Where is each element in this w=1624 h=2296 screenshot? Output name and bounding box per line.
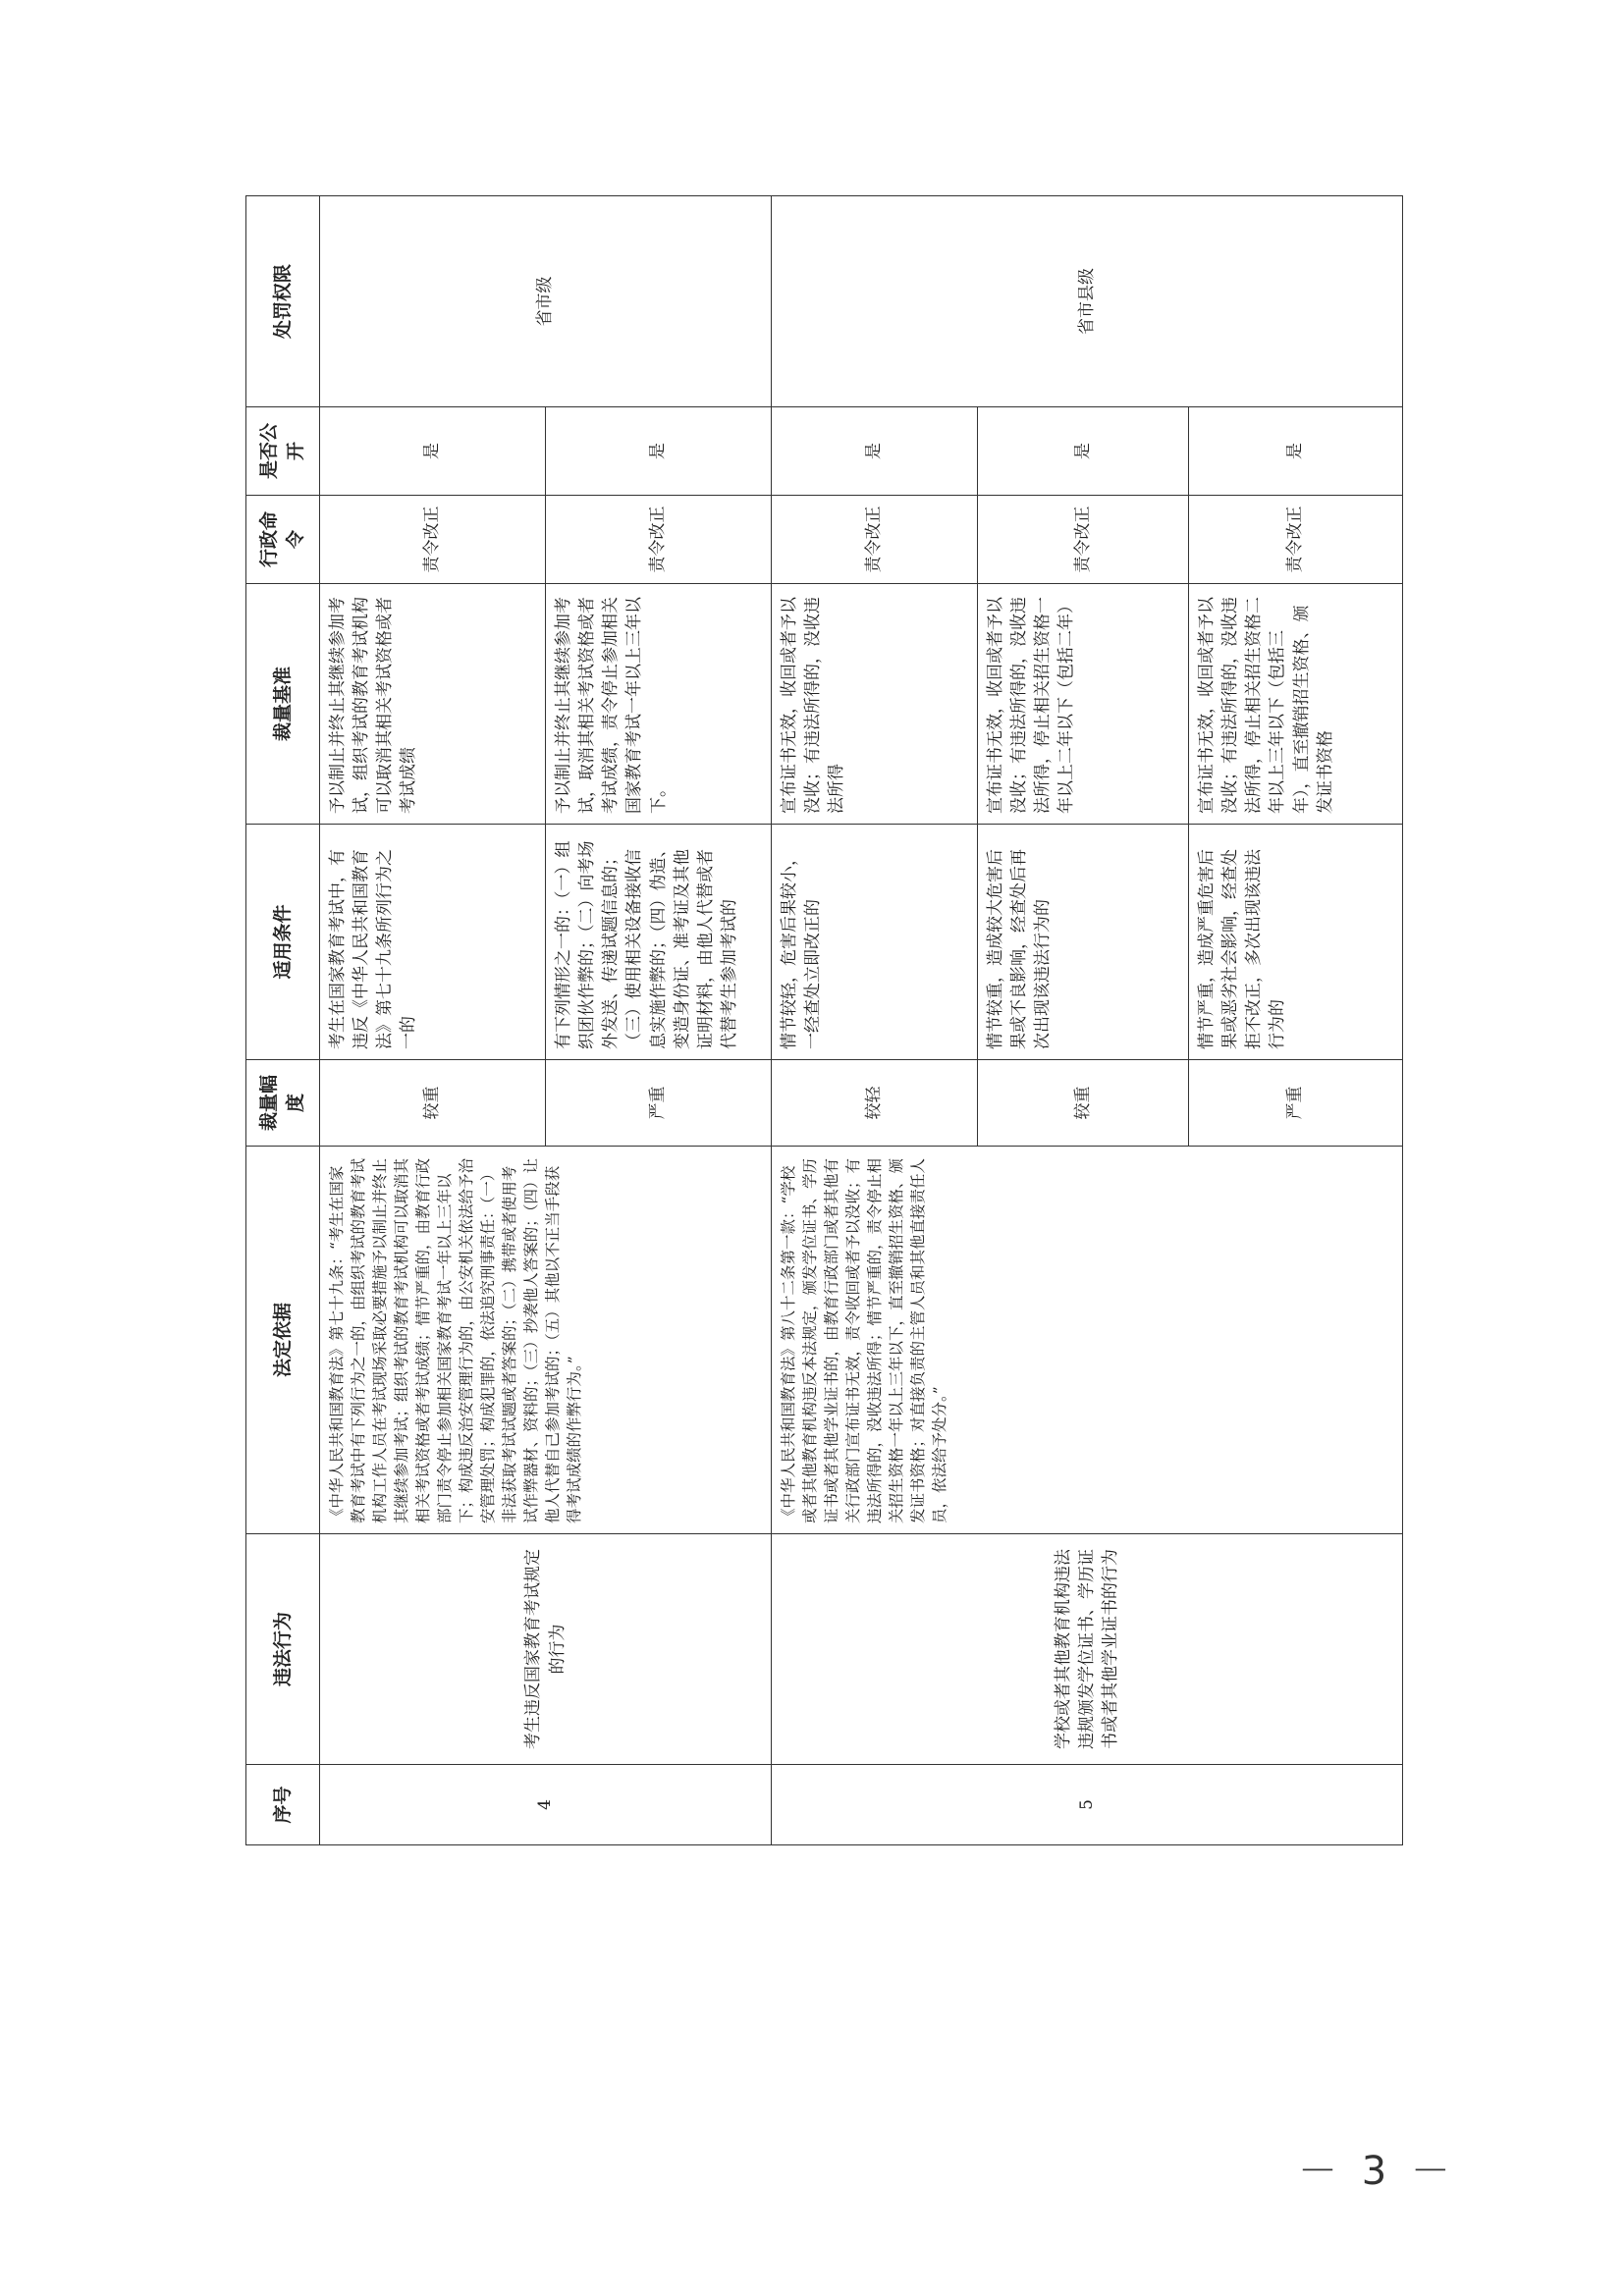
row4-act: 考生违反国家教育考试规定的行为 — [320, 1534, 772, 1765]
header-range: 裁量幅度 — [246, 1060, 320, 1147]
row4-authority: 省市级 — [320, 196, 772, 407]
row4-sub2-order: 责令改正 — [546, 496, 772, 584]
header-public: 是否公开 — [246, 407, 320, 496]
row5-sub1-public: 是 — [772, 407, 978, 496]
row5-sub2-range: 较重 — [978, 1060, 1189, 1147]
row4-sub2-range: 严重 — [546, 1060, 772, 1147]
row4-sub1-public: 是 — [320, 407, 546, 496]
row5-sub3-public: 是 — [1189, 407, 1403, 496]
row5-sub3-standard: 宣布证书无效，收回或者予以没收；有违法所得的，没收违法所得，停止相关招生资格二年以上三年以下（包括三年），直至撤销招生资格、颁发证书资格 — [1189, 584, 1403, 825]
row4-sub2-cond: 有下列情形之一的：（一）组织团伙作弊的；（二）向考场外发送、传递试题信息的；（三）使用相关设备接收信息实施作弊的；（四）伪造、变造身份证、准考证及其他证明材料，由他人代替或者代替考生参加考试的 — [546, 825, 772, 1060]
page-number: － 3 － — [1298, 2149, 1456, 2194]
header-authority: 处罚权限 — [246, 196, 320, 407]
row4-sub2-public: 是 — [546, 407, 772, 496]
row5-sub2-standard: 宣布证书无效，收回或者予以没收；有违法所得的，没收违法所得，停止相关招生资格一年以上二年以下（包括二年） — [978, 584, 1189, 825]
header-row — [246, 196, 320, 1845]
row4-seq: 4 — [320, 1765, 772, 1845]
row5-sub3-cond: 情节严重，造成严重危害后果或恶劣社会影响，经查处拒不改正，多次出现该违法行为的 — [1189, 825, 1403, 1060]
row5-sub1-order: 责令改正 — [772, 496, 978, 584]
header-cond: 适用条件 — [246, 825, 320, 1060]
table-row — [772, 196, 978, 1845]
row5-sub3-order: 责令改正 — [1189, 496, 1403, 584]
header-order: 行政命令 — [246, 496, 320, 584]
row5-seq: 5 — [772, 1765, 1403, 1845]
row4-sub1-standard: 予以制止并终止其继续参加考试，组织考试的教育考试机构可以取消其相关考试资格或者考试成绩 — [320, 584, 546, 825]
row4-sub1-cond: 考生在国家教育考试中，有违反《中华人民共和国教育法》第七十九条所列行为之一的 — [320, 825, 546, 1060]
row5-sub3-range: 严重 — [1189, 1060, 1403, 1147]
row4-sub2-standard: 予以制止并终止其继续参加考试，取消其相关考试资格或者考试成绩，责令停止参加相关国家教育考试一年以上三年以下。 — [546, 584, 772, 825]
header-standard: 裁量基准 — [246, 584, 320, 825]
penalty-discretion-table — [245, 195, 1403, 1845]
row4-sub1-range: 较重 — [320, 1060, 546, 1147]
row5-basis: 《中华人民共和国教育法》第八十二条第一款：“学校或者其他教育机构违反本法规定，颁发学位证书、学历证书或者其他学业证书的，由教育行政部门或者其他有关行政部门宣布证书无效，责令收回或者予以没收；有违法所得的，没收违法所得；情节严重的，责令停止相关招生资格一年以上三年以下，直至撤销招生资格、颁发证书资格；对直接负责的主管人员和其他直接责任人员，依法给予处分。” — [772, 1147, 1403, 1534]
header-act: 违法行为 — [246, 1534, 320, 1765]
row5-sub1-cond: 情节较轻，危害后果较小，一经查处立即改正的 — [772, 825, 978, 1060]
row5-sub2-cond: 情节较重，造成较大危害后果或不良影响，经查处后再次出现该违法行为的 — [978, 825, 1189, 1060]
row5-authority: 省市县级 — [772, 196, 1403, 407]
header-basis: 法定依据 — [246, 1147, 320, 1534]
table-row — [320, 196, 546, 1845]
row5-sub1-standard: 宣布证书无效，收回或者予以没收；有违法所得的，没收违法所得 — [772, 584, 978, 825]
row5-act: 学校或者其他教育机构违法违规颁发学位证书、学历证书或者其他学业证书的行为 — [772, 1534, 1403, 1765]
row5-sub2-public: 是 — [978, 407, 1189, 496]
row5-sub1-range: 较轻 — [772, 1060, 978, 1147]
rotated-table-sheet — [245, 196, 1389, 1845]
row5-sub2-order: 责令改正 — [978, 496, 1189, 584]
row4-sub1-order: 责令改正 — [320, 496, 546, 584]
row4-basis: 《中华人民共和国教育法》第七十九条：“考生在国家教育考试中有下列行为之一的，由组织考试的教育考试机构工作人员在考试现场采取必要措施予以制止并终止其继续参加考试；组织考试的教育考试机构可以取消其相关考试资格或者考试成绩；情节严重的，由教育行政部门责令停止参加相关国家教育考试一年以上三年以下；构成违反治安管理行为的，由公安机关依法给予治安管理处罚；构成犯罪的，依法追究刑事责任：（一）非法获取考试试题或者答案的；（二）携带或者使用考试作弊器材、资料的；（三）抄袭他人答案的；（四）让他人代替自己参加考试的；（五）其他以不正当手段获得考试成绩的作弊行为。” — [320, 1147, 772, 1534]
header-seq: 序号 — [246, 1765, 320, 1845]
